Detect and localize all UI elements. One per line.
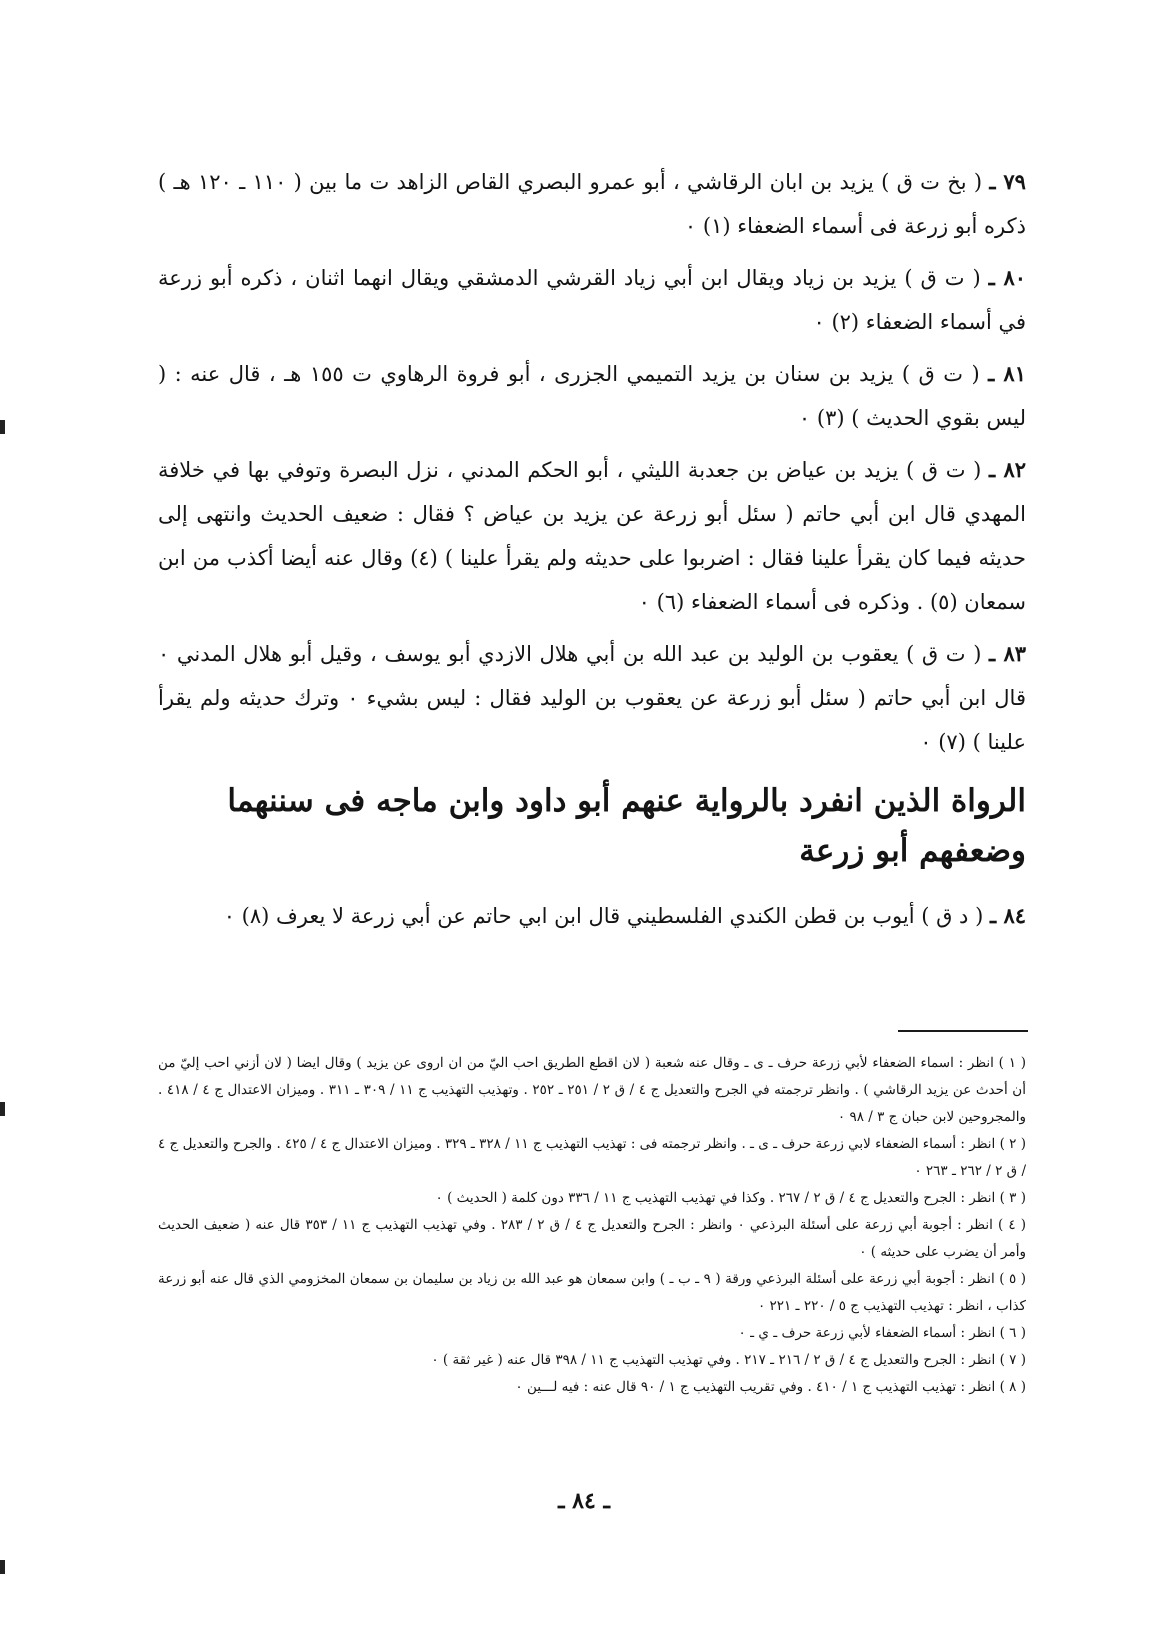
- footnote-5: ( ٥ ) انظر : أجوبة أبي زرعة على أسئلة البرذعي ورقة ( ٩ ـ ب ـ ) وابن سمعان هو عبد الله بن زياد بن سليمان بن سمعان المخزومي الذي قال عنه أبو زرعة كذاب ، انظر : تهذيب التهذيب ج ٥ / ٢٢٠ ـ ٢٢١ ٠: [158, 1271, 1026, 1314]
- entry-text: ( ت ق ) يعقوب بن الوليد بن عبد الله بن أبي هلال الازدي أبو يوسف ، وقيل أبو هلال المدني ٠ قال ابن أبي حاتم ( سئل أبو زرعة عن يعقوب بن الوليد فقال : ليس بشيء ٠ وترك حديثه ولم يقرأ علينا ) (٧) ٠: [158, 642, 1026, 754]
- scan-edge-mark: [0, 1560, 5, 1574]
- scan-edge-mark: [0, 420, 5, 434]
- footnote-4: ( ٤ ) انظر : أجوبة أبي زرعة على أسئلة البرذعي ٠ وانظر : الجرح والتعديل ج ٤ / ق ٢ / ٢٨٣ . وفي تهذيب التهذيب ج ١١ / ٣٥٣ قال عنه ( ضعيف الحديث وأمر أن يضرب على حديثه ) ٠: [158, 1217, 1026, 1260]
- entry-text: ( ت ق ) يزيد بن عياض بن جعدبة الليثي ، أبو الحكم المدني ، نزل البصرة وتوفي بها في خلافة المهدي قال ابن أبي حاتم ( سئل أبو زرعة عن يزيد بن عياض ؟ فقال : ضعيف الحديث وانتهى إلى حديثه فيما كان يقرأ علينا فقال : اضربوا على حديثه ولم يقرأ علينا ) (٤) وقال عنه أيضا أكذب من ابن سمعان (٥) . وذكره فى أسماء الضعفاء (٦) ٠: [158, 458, 1026, 614]
- entry-text: ( د ق ) أيوب بن قطن الكندي الفلسطيني قال ابن ابي حاتم عن أبي زرعة لا يعرف (٨) ٠: [223, 904, 984, 928]
- main-text: [158, 160, 1026, 946]
- entry-79: [158, 160, 1026, 248]
- footnotes: [158, 1050, 1026, 1401]
- entry-number: ٨٢ ـ: [989, 457, 1026, 482]
- entry-83: [158, 632, 1026, 764]
- footnote-1: ( ١ ) انظر : اسماء الضعفاء لأبي زرعة حرف ـ ى ـ وقال عنه شعبة ( لان اقطع الطريق احب اليّ من ان اروى عن يزيد ) وقال ايضا ( لان أزني احب إليّ من أن أحدث عن يزيد الرقاشي ) . وانظر ترجمته في الجرح والتعديل ج ٤ / ق ٢ / ٢٥١ ـ ٢٥٢ . وتهذيب التهذيب ج ١١ / ٣٠٩ ـ ٣١١ . وميزان الاعتدال ج ٤ / ٤١٨ . والمجروحين لابن حبان ج ٣ / ٩٨ ٠: [158, 1055, 1027, 1125]
- footnote-separator: [898, 1030, 1028, 1032]
- footnote-7: ( ٧ ) انظر : الجرح والتعديل ج ٤ / ق ٢ / ٢١٦ ـ ٢١٧ . وفي تهذيب التهذيب ج ١١ / ٣٩٨ قال عنه ( غير ثقة ) ٠: [431, 1352, 1026, 1368]
- entry-number: ٨٣ ـ: [989, 641, 1026, 666]
- footnote-6: ( ٦ ) انظر : أسماء الضعفاء لأبي زرعة حرف ـ ي ـ ٠: [738, 1325, 1026, 1341]
- entry-text: ( ت ق ) يزيد بن سنان بن يزيد التميمي الجزرى ، أبو فروة الرهاوي ت ١٥٥ هـ ، قال عنه : ( ليس بقوي الحديث ) (٣) ٠: [158, 362, 1026, 430]
- section-heading: الرواة الذين انفرد بالرواية عنهم أبو داود وابن ماجه فى سننهما وضعفهم أبو زرعة: [227, 783, 1026, 869]
- footnote-8: ( ٨ ) انظر : تهذيب التهذيب ج ١ / ٤١٠ . وفي تقريب التهذيب ج ١ / ٩٠ قال عنه : فيه لـــين ٠: [515, 1379, 1026, 1395]
- entry-number: ٨٤ ـ: [989, 903, 1026, 928]
- entry-84: [158, 894, 1026, 938]
- footnote-2: ( ٢ ) انظر : أسماء الضعفاء لابي زرعة حرف ـ ى ـ . وانظر ترجمته فى : تهذيب التهذيب ج ١١ / ٣٢٨ ـ ٣٢٩ . وميزان الاعتدال ج ٤ / ٤٢٥ . والجرح والتعديل ج ٤ / ق ٢ / ٢٦٢ ـ ٢٦٣ ٠: [158, 1136, 1026, 1179]
- entry-text: ( بخ ت ق ) يزيد بن ابان الرقاشي ، أبو عمرو البصري القاص الزاهد ت ما بين ( ١١٠ ـ ١٢٠ هـ ) ذكره أبو زرعة فى أسماء الضعفاء (١) ٠: [158, 170, 1026, 238]
- entry-number: ٨٠ ـ: [988, 265, 1026, 290]
- scan-edge-mark: [0, 1102, 5, 1116]
- entry-number: ٧٩ ـ: [989, 169, 1026, 194]
- entry-number: ٨١ ـ: [988, 361, 1026, 386]
- entry-82: [158, 448, 1026, 624]
- entry-text: ( ت ق ) يزيد بن زياد ويقال ابن أبي زياد القرشي الدمشقي ويقال انهما اثنان ، ذكره أبو زرعة في أسماء الضعفاء (٢) ٠: [158, 266, 1026, 334]
- footnote-3: ( ٣ ) انظر : الجرح والتعديل ج ٤ / ق ٢ / ٢٦٧ . وكذا في تهذيب التهذيب ج ١١ / ٣٣٦ دون كلمة ( الحديث ) ٠: [435, 1190, 1026, 1206]
- page-number: ـ ٨٤ ـ: [558, 1488, 610, 1514]
- entry-80: [158, 256, 1026, 344]
- entry-81: [158, 352, 1026, 440]
